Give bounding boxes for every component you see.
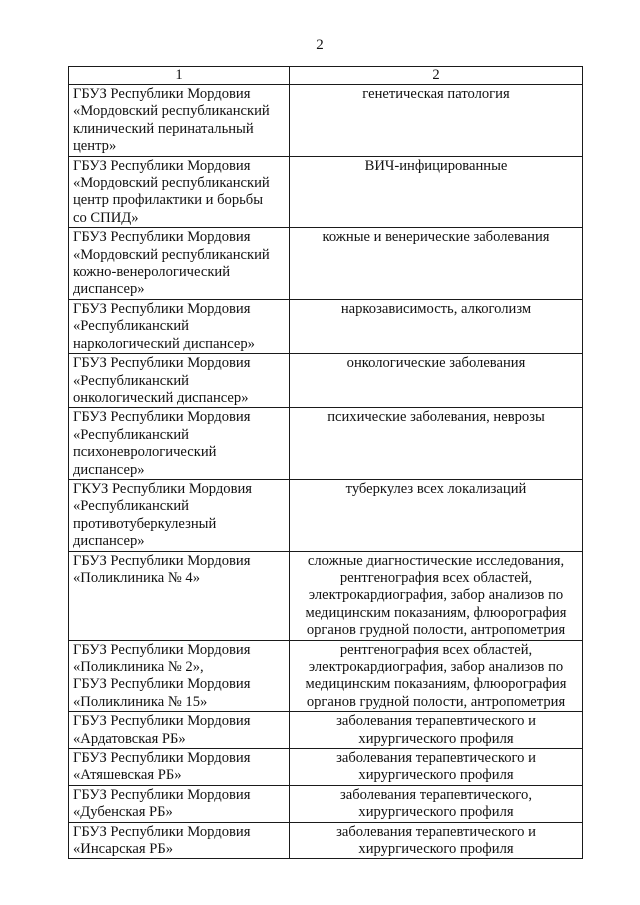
profile-cell [290,749,583,786]
institution-line: центр» [73,138,117,155]
institution-line: «Республиканский [73,498,189,515]
institution-line: «Дубенская РБ» [73,804,173,821]
profile-cell [290,479,583,551]
institution-line: диспансер» [73,461,145,478]
institution-line: ГБУЗ Республики Мордовия [73,641,251,658]
institution-line: «Поликлиника № 15» [73,693,208,710]
profile-cell [290,712,583,749]
institution-cell [69,408,290,480]
institution-line: ГБУЗ Республики Мордовия [73,86,251,102]
profile-line: рентгенография всех областей, [339,569,533,586]
profile-line: медицинским показаниям, флюорография [305,676,567,693]
institution-cell [69,228,290,300]
profile-line: психические заболевания, неврозы [327,409,545,426]
profile-cell [290,785,583,822]
institutions-table [68,66,583,859]
profile-cell [290,156,583,228]
institution-cell [69,551,290,640]
profile-line: хирургического профиля [358,730,514,747]
profile-cell [290,354,583,408]
institution-line: ГБУЗ Республики Мордовия [73,229,251,246]
table-row [69,85,583,157]
table-row [69,354,583,408]
institution-cell [69,85,290,157]
institution-line: ГБУЗ Республики Мордовия [73,676,251,693]
institution-line: ГБУЗ Республики Мордовия [73,823,251,840]
profile-cell [290,299,583,353]
table-row [69,822,583,859]
profile-cell [290,228,583,300]
table-row [69,551,583,640]
profile-cell [290,551,583,640]
institution-line: ГБУЗ Республики Мордовия [73,409,251,426]
profile-line: кожные и венерические заболевания [322,229,550,246]
institution-line: ГБУЗ Республики Мордовия [73,300,251,317]
profile-line: хирургического профиля [358,841,514,858]
table-row [69,479,583,551]
institution-line: ГБУЗ Республики Мордовия [73,786,251,803]
table-row [69,408,583,480]
institution-line: ГБУЗ Республики Мордовия [73,157,251,174]
institution-line: «Мордовский республиканский [73,246,270,263]
institution-cell [69,479,290,551]
profile-line: заболевания терапевтического и [336,823,536,840]
institution-cell [69,354,290,408]
institution-cell [69,785,290,822]
institution-cell [69,299,290,353]
table-row [69,299,583,353]
institution-line: «Инсарская РБ» [73,841,174,858]
profile-line: наркозависимость, алкоголизм [340,300,532,317]
institution-line: ГКУЗ Республики Мордовия [73,480,252,497]
institution-line: наркологический диспансер» [73,335,255,352]
institution-cell [69,822,290,859]
institution-line: диспансер» [73,533,145,550]
institution-line: со СПИД» [73,209,139,226]
institution-line: «Поликлиника № 4» [73,569,200,586]
institution-line: клинический перинатальный [73,120,254,137]
table-row [69,156,583,228]
institution-line: «Мордовский республиканский [73,175,270,192]
profile-line: сложные диагностические исследования, [307,552,565,569]
profile-line: рентгенография всех областей, [339,641,533,658]
institution-line: «Мордовский республиканский [73,103,270,120]
page-number: 2 [316,37,324,53]
profile-line: туберкулез всех локализаций [345,480,527,497]
table-header-row [69,67,583,85]
profile-line: органов грудной полости, антропометрия [306,693,566,710]
table-row [69,712,583,749]
institution-line: «Атяшевская РБ» [73,767,182,784]
profile-line: заболевания терапевтического и [336,713,536,730]
institution-cell [69,156,290,228]
profile-cell [290,822,583,859]
table-row [69,228,583,300]
institution-line: «Республиканский [73,426,189,443]
profile-line: заболевания терапевтического, [340,786,532,803]
profile-line: хирургического профиля [358,804,514,821]
institution-line: центр профилактики и борьбы [73,192,264,209]
institution-line: «Республиканский [73,372,189,389]
profile-line: ВИЧ-инфицированные [364,157,508,174]
institution-line: противотуберкулезный [73,515,217,532]
institution-line: «Республиканский [73,318,189,335]
institution-line: кожно-венерологический [73,264,231,281]
profile-line: генетическая патология [362,86,510,102]
institution-line: диспансер» [73,281,145,298]
institution-line: ГБУЗ Республики Мордовия [73,355,251,372]
institution-line: ГБУЗ Республики Мордовия [73,552,251,569]
institution-line: онкологический диспансер» [73,389,249,406]
profile-line: онкологические заболевания [346,355,526,372]
profile-line: хирургического профиля [358,767,514,784]
profile-line: электрокардиография, забор анализов по [308,659,564,675]
institution-line: психоневрологический [73,444,217,461]
table-row [69,785,583,822]
institution-line: ГБУЗ Республики Мордовия [73,750,251,767]
institution-line: «Ардатовская РБ» [73,730,186,747]
institution-cell [69,640,290,712]
institution-line: ГБУЗ Республики Мордовия [73,713,251,730]
profile-cell [290,85,583,157]
profile-cell [290,640,583,712]
profile-cell [290,408,583,480]
institution-cell [69,749,290,786]
profile-line: заболевания терапевтического и [336,750,536,767]
column-header-1: 1 [69,67,290,85]
table-body [69,85,583,859]
institution-cell [69,712,290,749]
table-row [69,640,583,712]
column-header-2: 2 [290,67,583,85]
profile-line: электрокардиография, забор анализов по [308,587,564,604]
profile-line: органов грудной полости, антропометрия [306,622,566,639]
table-row [69,749,583,786]
profile-line: медицинским показаниям, флюорография [305,604,567,621]
institution-line: «Поликлиника № 2», [73,659,204,675]
